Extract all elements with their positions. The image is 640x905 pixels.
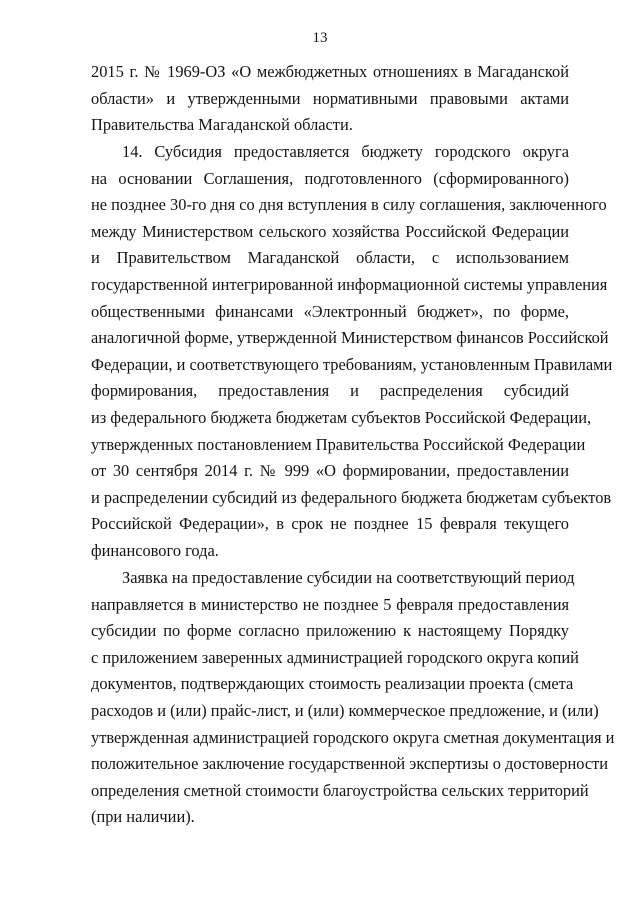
text-line: Российской Федерации», в срок не позднее 15 февраля текущего (91, 514, 569, 534)
text-line: между Министерством сельского хозяйства Российской Федерации (91, 221, 569, 241)
text-line: области» и утвержденными нормативными правовыми актами (91, 88, 569, 108)
text-line: расходов и (или) прайс-лист, и (или) коммерческое предложение, и (или) (91, 701, 599, 720)
text-line: определения сметной стоимости благоустройства сельских территорий (91, 780, 589, 800)
text-line: субсидии по форме согласно приложению к настоящему Порядку (91, 621, 569, 641)
text-line: финансового года. (91, 541, 219, 560)
text-line: от 30 сентября 2014 г. № 999 «О формировании, предоставлении (91, 461, 569, 481)
text-line: из федерального бюджета бюджетам субъектов Российской Федерации, (91, 408, 592, 427)
text-line: утвержденных постановлением Правительства Российской Федерации (91, 434, 586, 454)
text-line: (при наличии). (91, 807, 195, 827)
text-line: не позднее 30-го дня со дня вступления в силу соглашения, заключенного (91, 195, 607, 215)
text-line: формирования, предоставления и распределения субсидий (91, 381, 569, 401)
page-number: 13 (312, 30, 328, 46)
text-line: на основании Соглашения, подготовленного (сформированного) (91, 168, 569, 188)
text-line: документов, подтверждающих стоимость реализации проекта (смета (91, 674, 574, 694)
text-line: Правительства Магаданской области. (91, 115, 353, 135)
text-line: аналогичной форме, утвержденной Министерством финансов Российской (91, 328, 609, 348)
text-line: утвержденная администрацией городского округа сметная документация и (91, 727, 615, 747)
text-line: 14. Субсидия предоставляется бюджету городского округа (122, 142, 569, 161)
text-line: 2015 г. № 1969-ОЗ «О межбюджетных отношениях в Магаданской (91, 62, 569, 81)
text-line: с приложением заверенных администрацией городского округа копий (91, 647, 579, 667)
text-line: общественными финансами «Электронный бюджет», по форме, (91, 301, 569, 321)
text-line: положительное заключение государственной экспертизы о достоверности (91, 754, 609, 774)
text-line: Федерации, и соответствующего требованиям, установленным Правилами (91, 354, 613, 374)
text-line: и распределении субсидий из федерального бюджета бюджетам субъектов (91, 487, 612, 507)
text-line: Заявка на предоставление субсидии на соответствующий период (122, 568, 575, 587)
text-line: направляется в министерство не позднее 5 февраля предоставления (91, 594, 569, 614)
text-line: и Правительством Магаданской области, с использованием (91, 248, 569, 268)
text-line: государственной интегрированной информационной системы управления (91, 275, 608, 294)
